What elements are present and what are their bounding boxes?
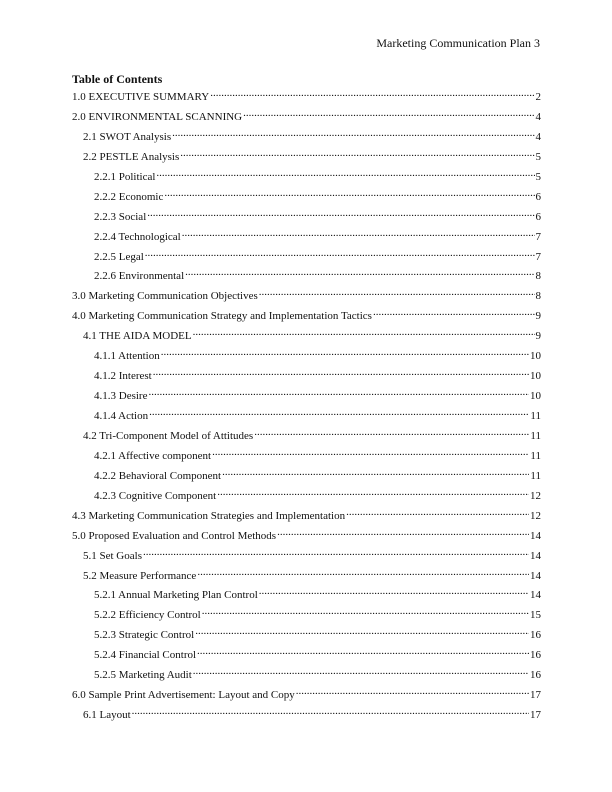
toc-entry-page-number: 14 (530, 549, 541, 562)
toc-entry-label: 4.2.1 Affective component (94, 449, 212, 462)
toc-dot-leader (259, 287, 535, 299)
toc-entry[interactable] (72, 527, 541, 547)
toc-entry[interactable] (72, 606, 541, 626)
toc-entry[interactable] (72, 507, 541, 527)
toc-entry-page-number: 16 (530, 669, 541, 682)
toc-entry-page-number: 14 (530, 529, 541, 542)
toc-dot-leader (147, 208, 534, 220)
toc-dot-leader (164, 188, 534, 200)
toc-entry-page-number: 6 (535, 190, 541, 203)
toc-entry-page-number: 9 (535, 310, 541, 323)
toc-entry[interactable] (72, 666, 541, 686)
toc-dot-leader (153, 367, 529, 379)
toc-entry[interactable] (72, 287, 541, 307)
toc-entry-page-number: 12 (530, 509, 541, 522)
toc-entry-label: 2.2.5 Legal (94, 250, 144, 263)
toc-entry-label: 3.0 Marketing Communication Objectives (72, 290, 258, 303)
toc-entry-page-number: 14 (530, 569, 541, 582)
toc-dot-leader (156, 168, 534, 180)
toc-entry-label: 4.2.3 Cognitive Component (94, 489, 217, 502)
toc-entry-label: 4.2.2 Behavioral Component (94, 469, 222, 482)
toc-entry[interactable] (72, 347, 541, 367)
toc-entry-label: 5.2.4 Financial Control (94, 649, 197, 662)
toc-dot-leader (195, 626, 529, 638)
toc-entry-page-number: 10 (530, 370, 541, 383)
toc-entry[interactable] (72, 108, 541, 128)
toc-entry[interactable] (72, 267, 541, 287)
toc-dot-leader (373, 307, 535, 319)
toc-entry-page-number: 16 (530, 629, 541, 642)
toc-entry[interactable] (72, 307, 541, 327)
toc-entry-label: 2.2.1 Political (94, 170, 156, 183)
toc-entry-label: 4.2 Tri-Component Model of Attitudes (83, 429, 254, 442)
toc-entry-page-number: 15 (530, 609, 541, 622)
toc-entry-label: 2.2.2 Economic (94, 190, 164, 203)
toc-dot-leader (346, 507, 529, 519)
toc-entry[interactable] (72, 686, 541, 706)
toc-entry[interactable] (72, 367, 541, 387)
toc-entry-page-number: 7 (535, 230, 541, 243)
toc-entry[interactable] (72, 228, 541, 248)
toc-dot-leader (132, 706, 529, 718)
toc-entry[interactable] (72, 327, 541, 347)
toc-entry-label: 5.1 Set Goals (83, 549, 142, 562)
toc-title: Table of Contents (72, 72, 163, 86)
toc-dot-leader (180, 148, 534, 160)
toc-dot-leader (148, 387, 529, 399)
toc-dot-leader (182, 228, 535, 240)
toc-dot-leader (212, 447, 529, 459)
toc-entry[interactable] (72, 706, 541, 726)
toc-entry-page-number: 6 (535, 210, 541, 223)
toc-entry[interactable] (72, 626, 541, 646)
toc-entry-page-number: 8 (535, 270, 541, 283)
toc-entry-label: 4.1.3 Desire (94, 390, 148, 403)
toc-entry-label: 4.0 Marketing Communication Strategy and Implementation Tactics (72, 310, 372, 323)
toc-entry[interactable] (72, 646, 541, 666)
toc-entry-page-number: 16 (530, 649, 541, 662)
toc-entry-page-number: 2 (535, 91, 541, 103)
toc-entry-page-number: 4 (535, 130, 541, 143)
toc-entry[interactable] (72, 208, 541, 228)
toc-entry-page-number: 11 (530, 449, 541, 462)
toc-dot-leader (222, 467, 529, 479)
toc-entry-label: 2.2.6 Environmental (94, 270, 185, 283)
toc-dot-leader (149, 407, 529, 419)
toc-dot-leader (145, 248, 535, 260)
toc-entry-label: 5.2.2 Efficiency Control (94, 609, 201, 622)
toc-entry-label: 2.2.3 Social (94, 210, 147, 223)
toc-entry-label: 5.2.3 Strategic Control (94, 629, 195, 642)
toc-dot-leader (202, 606, 529, 618)
toc-entry-page-number: 10 (530, 390, 541, 403)
toc-entry-label: 4.1.1 Attention (94, 350, 160, 363)
toc-entry-label: 4.1.2 Interest (94, 370, 152, 383)
toc-entry[interactable] (72, 88, 541, 108)
toc-entry[interactable] (72, 487, 541, 507)
toc-dot-leader (259, 586, 529, 598)
toc-entry[interactable] (72, 188, 541, 208)
toc-entry-label: 2.2 PESTLE Analysis (83, 150, 180, 163)
toc-entry-page-number: 11 (530, 429, 541, 442)
toc-entry[interactable] (72, 567, 541, 587)
toc-dot-leader (197, 646, 529, 658)
toc-entry-label: 5.2.1 Annual Marketing Plan Control (94, 589, 258, 602)
toc-entry[interactable] (72, 586, 541, 606)
toc-entry[interactable] (72, 467, 541, 487)
toc-entry-page-number: 8 (535, 290, 541, 303)
toc-entry-page-number: 10 (530, 350, 541, 363)
toc-entry-label: 6.1 Layout (83, 709, 131, 722)
toc-dot-leader (210, 88, 534, 100)
toc-entry-page-number: 14 (530, 589, 541, 602)
toc-dot-leader (185, 267, 534, 279)
toc-dot-leader (143, 547, 529, 559)
toc-entry[interactable] (72, 407, 541, 427)
toc-dot-leader (172, 128, 534, 140)
toc-entry-label: 4.1 THE AIDA MODEL (83, 330, 192, 343)
toc-dot-leader (296, 686, 529, 698)
toc-entry-page-number: 5 (535, 150, 541, 163)
toc-dot-leader (254, 427, 529, 439)
toc-entry-page-number: 11 (530, 469, 541, 482)
toc-dot-leader (277, 527, 529, 539)
toc-entry-label: 2.1 SWOT Analysis (83, 130, 172, 143)
toc-entry[interactable] (72, 447, 541, 467)
toc-entry-page-number: 7 (535, 250, 541, 263)
toc-entry-label: 5.0 Proposed Evaluation and Control Methods (72, 529, 277, 542)
toc-entry-label: 5.2.5 Marketing Audit (94, 669, 192, 682)
running-head: Marketing Communication Plan 3 (376, 36, 540, 50)
toc-entry-page-number: 17 (530, 689, 541, 702)
toc-entry-label: 1.0 EXECUTIVE SUMMARY (72, 91, 210, 103)
toc-entry-page-number: 9 (535, 330, 541, 343)
toc-entry-page-number: 17 (530, 709, 541, 722)
toc-dot-leader (193, 327, 535, 339)
toc-entry-label: 2.2.4 Technological (94, 230, 181, 243)
toc-dot-leader (243, 108, 534, 120)
toc-entry[interactable] (72, 148, 541, 168)
toc-entry-label: 2.0 ENVIRONMENTAL SCANNING (72, 110, 243, 123)
toc-entry-label: 5.2 Measure Performance (83, 569, 197, 582)
toc-entry-page-number: 4 (535, 110, 541, 123)
toc-entry[interactable] (72, 387, 541, 407)
toc-entry[interactable] (72, 547, 541, 567)
toc-entry[interactable] (72, 168, 541, 188)
toc-entry-page-number: 11 (530, 410, 541, 422)
toc-dot-leader (197, 567, 529, 579)
toc-entry-page-number: 12 (530, 489, 541, 502)
table-of-contents (72, 88, 541, 726)
toc-entry-label: 4.3 Marketing Communication Strategies and Implementation (72, 509, 346, 522)
toc-entry[interactable] (72, 248, 541, 268)
toc-dot-leader (217, 487, 529, 499)
toc-entry[interactable] (72, 427, 541, 447)
toc-dot-leader (193, 666, 529, 678)
toc-entry[interactable] (72, 128, 541, 148)
toc-dot-leader (161, 347, 529, 359)
toc-entry-label: 4.1.4 Action (94, 410, 149, 422)
toc-entry-label: 6.0 Sample Print Advertisement: Layout and Copy (72, 689, 295, 702)
toc-entry-page-number: 5 (535, 170, 541, 183)
